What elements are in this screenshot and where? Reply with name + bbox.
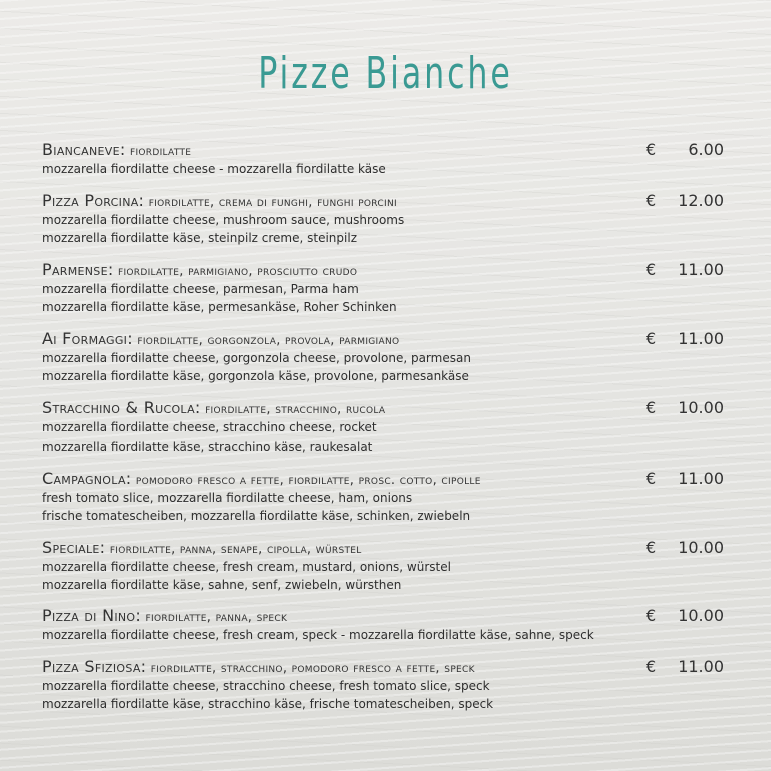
item-ingredients: fiordilatte, stracchino, rucola: [205, 402, 386, 417]
item-description: mozzarella fiordilatte käse, permesankäse, Roher Schinken: [42, 300, 397, 314]
item-price: 12.00: [678, 191, 724, 210]
menu-item: [42, 191, 732, 247]
page-title: Pizze Bianche: [258, 48, 513, 99]
currency-symbol: €: [646, 606, 657, 625]
item-price: 11.00: [678, 469, 724, 488]
item-name: Pizza di Nino:: [42, 606, 142, 625]
menu-item: [42, 606, 732, 644]
item-description: mozzarella fiordilatte cheese, gorgonzola cheese, provolone, parmesan: [42, 351, 471, 365]
item-name: Campagnola:: [42, 469, 132, 488]
currency-symbol: €: [646, 140, 657, 159]
item-ingredients: fiordilatte, panna, speck: [145, 610, 288, 625]
item-description: frische tomatescheiben, mozzarella fiordilatte käse, schinken, zwiebeln: [42, 509, 471, 523]
item-ingredients: fiordilatte, parmigiano, prosciutto crudo: [117, 264, 358, 279]
item-description: mozzarella fiordilatte cheese, stracchino cheese, fresh tomato slice, speck: [42, 679, 490, 693]
item-name: Pizza Porcina:: [42, 191, 145, 210]
item-description: mozzarella fiordilatte käse, steinpilz creme, steinpilz: [42, 231, 357, 245]
currency-symbol: €: [646, 657, 657, 676]
item-price: 10.00: [678, 538, 724, 557]
item-description: mozzarella fiordilatte käse, gorgonzola käse, provolone, parmesankäse: [42, 369, 469, 383]
item-price: 11.00: [678, 260, 724, 279]
item-description: mozzarella fiordilatte cheese, mushroom sauce, mushrooms: [42, 213, 405, 227]
item-price: 11.00: [678, 329, 724, 348]
item-description: mozzarella fiordilatte käse, stracchino käse, frische tomatescheiben, speck: [42, 697, 494, 711]
item-description: mozzarella fiordilatte käse, stracchino käse, raukesalat: [42, 440, 373, 454]
currency-symbol: €: [646, 329, 657, 348]
item-description: mozzarella fiordilatte cheese, fresh cream, speck - mozzarella fiordilatte käse, sahne, speck: [42, 628, 594, 642]
currency-symbol: €: [646, 538, 657, 557]
item-ingredients: fiordilatte, panna, senape, cipolla, würstel: [109, 542, 362, 557]
menu-item: [42, 260, 732, 316]
item-name: Ai Formaggi:: [42, 329, 133, 348]
item-description: mozzarella fiordilatte käse, sahne, senf, zwiebeln, würsthen: [42, 578, 402, 592]
item-description: mozzarella fiordilatte cheese - mozzarella fiordilatte käse: [42, 162, 386, 176]
currency-symbol: €: [646, 260, 657, 279]
item-description: mozzarella fiordilatte cheese, fresh cream, mustard, onions, würstel: [42, 560, 451, 574]
menu-item: [42, 398, 732, 456]
item-name: Parmense:: [42, 260, 114, 279]
menu-item: [42, 469, 732, 525]
menu-item: [42, 657, 732, 713]
currency-symbol: €: [646, 191, 657, 210]
item-price: 10.00: [678, 398, 724, 417]
currency-symbol: €: [646, 398, 657, 417]
item-ingredients: fiordilatte, stracchino, pomodoro fresco a fette, speck: [150, 661, 475, 676]
item-description: mozzarella fiordilatte cheese, parmesan, Parma ham: [42, 282, 359, 296]
item-name: Biancaneve:: [42, 140, 126, 159]
item-ingredients: fiordilatte: [129, 144, 192, 159]
currency-symbol: €: [646, 469, 657, 488]
item-ingredients: pomodoro fresco a fette, fiordilatte, prosc. cotto, cipolle: [135, 473, 481, 488]
menu-item: [42, 538, 732, 594]
item-price: 11.00: [678, 657, 724, 676]
item-name: Pizza Sfiziosa:: [42, 657, 147, 676]
item-price: 10.00: [678, 606, 724, 625]
menu-item: [42, 140, 732, 178]
item-ingredients: fiordilatte, crema di funghi, funghi porcini: [148, 195, 397, 210]
menu-item: [42, 329, 732, 385]
item-name: Speciale:: [42, 538, 106, 557]
item-description: fresh tomato slice, mozzarella fiordilatte cheese, ham, onions: [42, 491, 413, 505]
item-description: mozzarella fiordilatte cheese, stracchino cheese, rocket: [42, 420, 377, 434]
item-price: 6.00: [688, 140, 724, 159]
item-ingredients: fiordilatte, gorgonzola, provola, parmigiano: [137, 333, 400, 348]
item-name: Stracchino & Rucola:: [42, 398, 201, 417]
